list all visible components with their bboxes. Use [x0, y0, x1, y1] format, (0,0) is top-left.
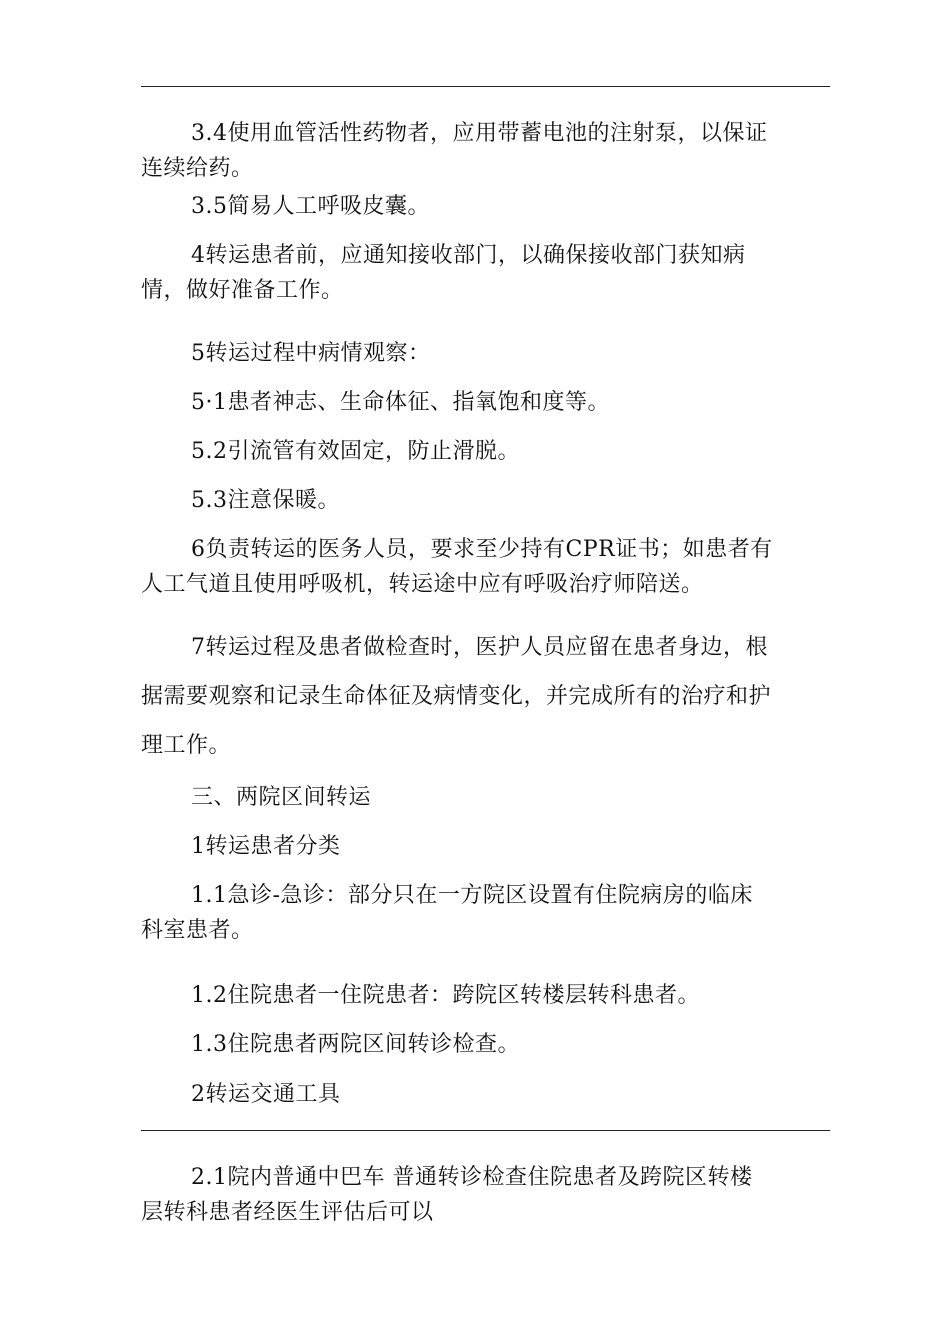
text-line: 科室患者。 — [141, 918, 254, 943]
paragraph-5 — [141, 336, 830, 371]
paragraph-5-2 — [141, 434, 830, 469]
paragraph-4 — [141, 238, 830, 308]
text-line: 5.2引流管有效固定，防止滑脱。 — [191, 439, 520, 464]
paragraph-1-2 — [141, 978, 830, 1013]
paragraph-5-1 — [141, 385, 830, 420]
text-line: 连续给药。 — [141, 156, 254, 181]
paragraph-7 — [141, 630, 830, 763]
text-line: 2转运交通工具 — [191, 1082, 341, 1107]
text-line: 据需要观察和记录生命体征及病情变化，并完成所有的治疗和护 — [141, 684, 772, 709]
header-rule — [141, 86, 830, 87]
text-line: 情，做好准备工作。 — [141, 278, 344, 303]
text-line: 层转科患者经医生评估后可以 — [141, 1200, 434, 1225]
text-line: 人工气道且使用呼吸机，转运途中应有呼吸治疗师陪送。 — [141, 572, 704, 597]
paragraph-3-5 — [141, 189, 830, 224]
section-heading-3 — [141, 780, 830, 815]
text-line: 5·1患者神志、生命体征、指氧饱和度等。 — [191, 390, 610, 415]
paragraph-2-1 — [141, 1160, 830, 1230]
paragraph-1-1 — [141, 878, 830, 948]
text-line: 3.4使用血管活性药物者，应用带蓄电池的注射泵，以保证 — [191, 121, 768, 146]
paragraph-2 — [141, 1077, 830, 1112]
paragraph-1-3 — [141, 1027, 830, 1062]
paragraph-5-3 — [141, 483, 830, 518]
text-line: 4转运患者前，应通知接收部门，以确保接收部门获知病 — [191, 243, 746, 268]
text-line: 理工作。 — [141, 733, 232, 758]
paragraph-3-4 — [141, 116, 830, 186]
paragraph-1 — [141, 829, 830, 864]
text-line: 1.2住院患者一住院患者：跨院区转楼层转科患者。 — [191, 983, 700, 1008]
text-line: 5转运过程中病情观察： — [191, 341, 431, 366]
text-line: 1转运患者分类 — [191, 834, 341, 859]
text-line: 3.5简易人工呼吸皮囊。 — [191, 194, 430, 219]
paragraph-6 — [141, 532, 830, 602]
footer-rule — [141, 1130, 830, 1131]
text-line: 6负责转运的医务人员，要求至少持有CPR证书；如患者有 — [191, 537, 773, 562]
text-line: 1.1急诊-急诊：部分只在一方院区设置有住院病房的临床 — [191, 883, 753, 908]
text-line: 7转运过程及患者做检查时，医护人员应留在患者身边，根 — [191, 635, 768, 660]
text-line: 5.3注意保暖。 — [191, 488, 340, 513]
text-line: 2.1院内普通中巴车 普通转诊检查住院患者及跨院区转楼 — [191, 1165, 753, 1190]
text-line: 三、两院区间转运 — [191, 785, 372, 810]
text-line: 1.3住院患者两院区间转诊检查。 — [191, 1032, 520, 1057]
